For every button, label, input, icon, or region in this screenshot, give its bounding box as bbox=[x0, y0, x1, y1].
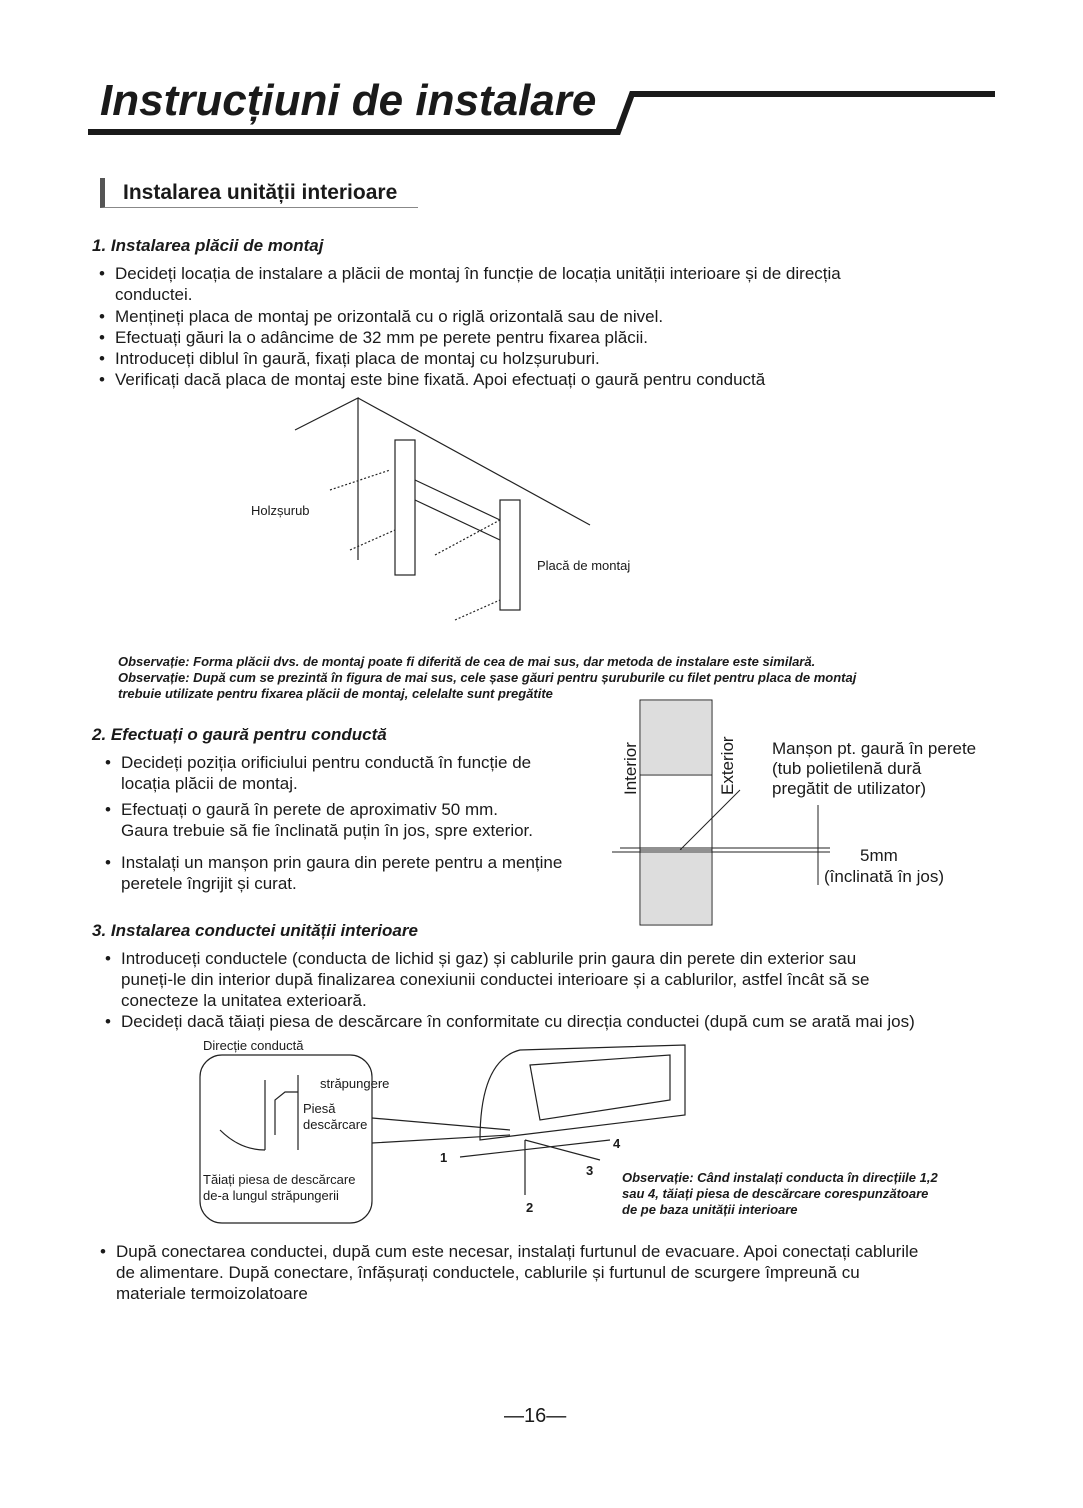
step3-bullet: • Decideți dacă tăiați piesa de descărcare în conformitate cu direcția conductei (după cum se arată mai jos) bbox=[121, 1011, 915, 1032]
step2-bullet: • Instalați un manșon prin gaura din perete pentru a menține bbox=[121, 852, 562, 873]
step3-bullet-cont: conecteze la unitatea exterioară. bbox=[121, 991, 367, 1010]
exterior-label: Exterior bbox=[718, 736, 737, 795]
direction-label: Direcție conductă bbox=[203, 1038, 304, 1053]
final-bullet-cont: materiale termoizolatoare bbox=[116, 1284, 308, 1303]
step1-bullet-cont: conductei. bbox=[115, 285, 193, 304]
step2-bullet: • Decideți poziția orificiului pentru conductă în funcție de bbox=[121, 752, 531, 773]
direction-note: sau 4, tăiați piesa de descărcare corespunzătoare bbox=[622, 1186, 929, 1201]
step1-heading: 1. Instalarea plăcii de montaj bbox=[92, 236, 324, 255]
direction-note: Observație: Când instalați conducta în direcțiile 1,2 bbox=[622, 1170, 938, 1185]
note: Observație: Forma plăcii dvs. de montaj poate fi diferită de cea de mai sus, dar metoda de instalare este similară. bbox=[118, 654, 816, 669]
perforation-label: străpungere bbox=[320, 1076, 390, 1091]
note: trebuie utilizate pentru fixarea plăcii de montaj, celelalte sunt pregătite bbox=[118, 686, 553, 701]
direction-note: de pe baza unității interioare bbox=[622, 1202, 798, 1217]
step1-bullet: • Efectuați găuri la o adâncime de 32 mm pe perete pentru fixarea plăcii. bbox=[115, 327, 648, 348]
screw-label: Holzșurub bbox=[251, 503, 310, 518]
direction-2: 2 bbox=[526, 1200, 534, 1215]
final-bullet: • După conectarea conductei, după cum este necesar, instalați furtunul de evacuare. Apoi conectați cablurile bbox=[116, 1241, 918, 1262]
step1-bullet: • Decideți locația de instalare a plăcii de montaj în funcție de locația unității interioare și de direcția bbox=[115, 263, 841, 284]
sleeve-label: pregătit de utilizator) bbox=[772, 779, 927, 798]
direction-3: 3 bbox=[586, 1163, 594, 1178]
plate-label: Placă de montaj bbox=[537, 558, 631, 573]
step2-bullet-cont: peretele îngrijit și curat. bbox=[121, 874, 297, 893]
cut-label: de-a lungul străpungerii bbox=[203, 1188, 339, 1203]
sleeve-label: Manșon pt. gaură în perete bbox=[772, 739, 977, 758]
note: Observație: După cum se prezintă în figura de mai sus, cele șase găuri pentru șuruburile cu filet pentru placa de montaj bbox=[118, 670, 857, 685]
direction-1: 1 bbox=[440, 1150, 448, 1165]
step1-bullet: • Mențineți placa de montaj pe orizontală cu o riglă orizontală sau de nivel. bbox=[115, 306, 663, 327]
step2-bullet: • Efectuați o gaură în perete de aproximativ 50 mm. bbox=[121, 799, 498, 820]
step2-heading: 2. Efectuați o gaură pentru conductă bbox=[92, 725, 387, 744]
step3-bullet-cont: puneți-le din interior după finalizarea conexiunii conductei interioare și a cablurilor, astfel încât să se bbox=[121, 970, 870, 989]
piece-label: Piesă bbox=[303, 1101, 336, 1116]
step2-bullet-cont: locația plăcii de montaj. bbox=[121, 774, 298, 793]
step1-bullet: • Verificați dacă placa de montaj este bine fixată. Apoi efectuați o gaură pentru conductă bbox=[115, 369, 765, 390]
step2-bullet-cont: Gaura trebuie să fie înclinată puțin în jos, spre exterior. bbox=[121, 821, 534, 840]
page-number: —16— bbox=[504, 1405, 567, 1427]
piece-label: descărcare bbox=[303, 1117, 368, 1132]
step3-bullet: • Introduceți conductele (conducta de lichid și gaz) și cablurile prin gaura din perete din exterior sau bbox=[121, 948, 856, 969]
page-title: Instrucțiuni de instalare bbox=[100, 76, 597, 125]
mounting-plate-figure bbox=[295, 398, 590, 620]
cut-label: Tăiați piesa de descărcare bbox=[203, 1172, 356, 1187]
dimension-label: 5mm bbox=[860, 846, 898, 865]
interior-label: Interior bbox=[621, 742, 640, 795]
final-bullet-cont: de alimentare. După conectare, înfășurați conductele, cablurile și furtunul de scurgere împreună cu bbox=[116, 1263, 860, 1282]
dimension-note: (înclinată în jos) bbox=[824, 867, 944, 886]
direction-4: 4 bbox=[613, 1136, 621, 1151]
section-header: Instalarea unității interioare bbox=[100, 178, 418, 208]
sleeve-label: (tub polietilenă dură bbox=[772, 759, 922, 778]
step3-heading: 3. Instalarea conductei unității interioare bbox=[92, 921, 418, 940]
step1-bullet: • Introduceți diblul în gaură, fixați placa de montaj cu holzșuruburi. bbox=[115, 348, 600, 369]
